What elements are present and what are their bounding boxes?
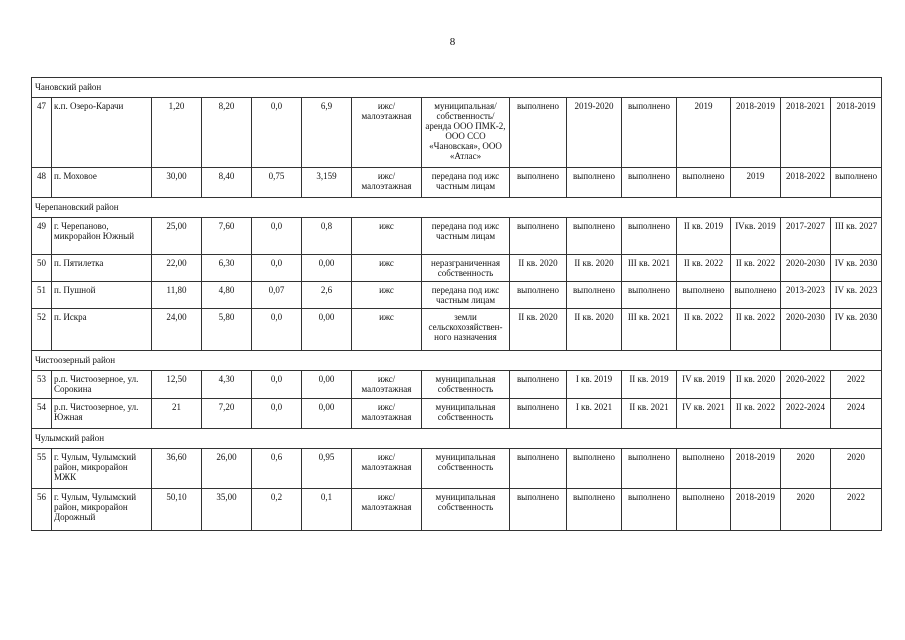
settlement-name: п. Пушной (52, 282, 152, 309)
table-cell: выполнено (510, 218, 567, 255)
row-number: 52 (32, 309, 52, 351)
table-cell: выполнено (567, 168, 622, 198)
table-cell: выполнено (677, 168, 731, 198)
region-row (32, 198, 882, 218)
region-title: Чановский район (32, 78, 882, 98)
settlement-name: п. Моховое (52, 168, 152, 198)
page-number: 8 (449, 36, 456, 48)
table-cell: 0,0 (252, 309, 302, 351)
table-cell: 6,30 (202, 255, 252, 282)
table-cell: 2017-2027 (781, 218, 831, 255)
table-cell: 0,75 (252, 168, 302, 198)
table-cell: 2020-2030 (781, 309, 831, 351)
row-number: 50 (32, 255, 52, 282)
row-number: 55 (32, 449, 52, 489)
table-cell: выполнено (831, 168, 882, 198)
table-row (32, 449, 882, 489)
settlement-name: г. Черепаново, микрорайон Южный (52, 218, 152, 255)
table-cell: выполнено (567, 282, 622, 309)
table-cell: II кв. 2020 (567, 309, 622, 351)
table-cell: выполнено (622, 98, 677, 168)
table-cell: муниципальная собственность (422, 371, 510, 399)
table-cell: IV кв. 2030 (831, 309, 882, 351)
table-cell: 0,0 (252, 255, 302, 282)
table-cell: IV кв. 2030 (831, 255, 882, 282)
region-row (32, 429, 882, 449)
table-cell: выполнено (510, 399, 567, 429)
table-cell: ижс (352, 255, 422, 282)
table-cell: 6,9 (302, 98, 352, 168)
table-row (32, 168, 882, 198)
table-cell: 1,20 (152, 98, 202, 168)
table-cell: 11,80 (152, 282, 202, 309)
table-row (32, 489, 882, 531)
table-cell: 0,07 (252, 282, 302, 309)
table-cell: IV кв. 2021 (677, 399, 731, 429)
table-cell: 0,0 (252, 218, 302, 255)
table-cell: IV кв. 2019 (677, 371, 731, 399)
table-cell: ижс (352, 309, 422, 351)
table-cell: 2019 (731, 168, 781, 198)
table-cell: 0,1 (302, 489, 352, 531)
table-cell: I кв. 2019 (567, 371, 622, 399)
table-cell: III кв. 2021 (622, 255, 677, 282)
table-cell: 24,00 (152, 309, 202, 351)
table-cell: ижс (352, 218, 422, 255)
table-cell: 0,00 (302, 371, 352, 399)
row-number: 53 (32, 371, 52, 399)
table-cell: 22,00 (152, 255, 202, 282)
table-cell: передана под ижс частным лицам (422, 282, 510, 309)
table-cell: II кв. 2020 (731, 371, 781, 399)
table-cell: 7,60 (202, 218, 252, 255)
region-title: Черепановский район (32, 198, 882, 218)
row-number: 56 (32, 489, 52, 531)
table-cell: ижс (352, 282, 422, 309)
settlement-name: п. Пятилетка (52, 255, 152, 282)
table-cell: земли сельскохозяйствен-ного назначения (422, 309, 510, 351)
table-row (32, 255, 882, 282)
settlement-name: п. Искра (52, 309, 152, 351)
table-cell: 2018-2019 (731, 449, 781, 489)
table-cell: 50,10 (152, 489, 202, 531)
row-number: 48 (32, 168, 52, 198)
table-cell: II кв. 2022 (677, 255, 731, 282)
row-number: 49 (32, 218, 52, 255)
table-cell: выполнено (622, 449, 677, 489)
region-title: Чулымский район (32, 429, 882, 449)
table-cell: 30,00 (152, 168, 202, 198)
table-cell: 2020 (781, 449, 831, 489)
table-cell: 7,20 (202, 399, 252, 429)
table-row (32, 371, 882, 399)
table-cell: ижс/ малоэтажная (352, 449, 422, 489)
table-cell: 2022 (831, 489, 882, 531)
table-cell: выполнено (567, 449, 622, 489)
table-cell: II кв. 2021 (622, 399, 677, 429)
settlement-name: р.п. Чистоозерное, ул. Сорокина (52, 371, 152, 399)
table-cell: 0,8 (302, 218, 352, 255)
table-cell: ижс/ малоэтажная (352, 168, 422, 198)
table-cell: 2019 (677, 98, 731, 168)
table-cell: 2020-2022 (781, 371, 831, 399)
region-title: Чистоозерный район (32, 351, 882, 371)
table-cell: передана под ижс частным лицам (422, 218, 510, 255)
table-cell: выполнено (510, 449, 567, 489)
table-cell: 0,00 (302, 309, 352, 351)
table-cell: I кв. 2021 (567, 399, 622, 429)
table-cell: III кв. 2027 (831, 218, 882, 255)
table-cell: ижс/ малоэтажная (352, 371, 422, 399)
table-cell: выполнено (622, 218, 677, 255)
table-row (32, 218, 882, 255)
table-cell: II кв. 2022 (731, 309, 781, 351)
table-cell: выполнено (567, 218, 622, 255)
table-cell: ижс/ малоэтажная (352, 489, 422, 531)
table-cell: 0,00 (302, 399, 352, 429)
table-cell: IVкв. 2019 (731, 218, 781, 255)
table-cell: 2013-2023 (781, 282, 831, 309)
table-cell: 0,0 (252, 371, 302, 399)
settlement-name: р.п. Чистоозерное, ул. Южная (52, 399, 152, 429)
table-cell: 0,00 (302, 255, 352, 282)
table-cell: II кв. 2022 (731, 255, 781, 282)
table-row (32, 399, 882, 429)
table-cell: 2022 (831, 371, 882, 399)
table-cell: II кв. 2022 (731, 399, 781, 429)
table-cell: 0,0 (252, 98, 302, 168)
table-cell: выполнено (677, 489, 731, 531)
table-cell: выполнено (510, 489, 567, 531)
table-cell: 2018-2022 (781, 168, 831, 198)
table-cell: 8,40 (202, 168, 252, 198)
region-row (32, 351, 882, 371)
table-cell: 2020 (781, 489, 831, 531)
table-cell: 2018-2019 (731, 98, 781, 168)
table-cell: II кв. 2019 (677, 218, 731, 255)
table-cell: 2022-2024 (781, 399, 831, 429)
table-cell: выполнено (622, 282, 677, 309)
settlement-name: г. Чулым, Чулымский район, микрорайон МЖК (52, 449, 152, 489)
row-number: 47 (32, 98, 52, 168)
table-row (32, 98, 882, 168)
table-cell: муниципальная собственность (422, 449, 510, 489)
table-row (32, 282, 882, 309)
table-cell: II кв. 2022 (677, 309, 731, 351)
table-cell: 2019-2020 (567, 98, 622, 168)
table-cell: 5,80 (202, 309, 252, 351)
table-cell: 36,60 (152, 449, 202, 489)
table-cell: муниципальная/ собственность/ аренда ООО ПМК-2, ООО ССО «Чановская», ООО «Атлас» (422, 98, 510, 168)
table-cell: ижс/ малоэтажная (352, 399, 422, 429)
table-cell: 0,2 (252, 489, 302, 531)
table-cell: II кв. 2020 (510, 309, 567, 351)
table-cell: ижс/ малоэтажная (352, 98, 422, 168)
table-cell: муниципальная собственность (422, 399, 510, 429)
table-cell: выполнено (510, 98, 567, 168)
table-cell: муниципальная собственность (422, 489, 510, 531)
table-cell: выполнено (622, 168, 677, 198)
table-cell: выполнено (567, 489, 622, 531)
table-row (32, 309, 882, 351)
table-cell: 25,00 (152, 218, 202, 255)
table-cell: 35,00 (202, 489, 252, 531)
table-cell: 2024 (831, 399, 882, 429)
table-cell: неразграниченная собственность (422, 255, 510, 282)
table-cell: 2018-2019 (731, 489, 781, 531)
table-cell: 2020-2030 (781, 255, 831, 282)
table-cell: 2020 (831, 449, 882, 489)
table-cell: 8,20 (202, 98, 252, 168)
table-cell: 2,6 (302, 282, 352, 309)
table-cell: 21 (152, 399, 202, 429)
table-cell: выполнено (510, 282, 567, 309)
table-cell: выполнено (622, 489, 677, 531)
settlement-name: г. Чулым, Чулымский район, микрорайон Дорожный (52, 489, 152, 531)
settlement-name: к.п. Озеро-Карачи (52, 98, 152, 168)
table-cell: передана под ижс частным лицам (422, 168, 510, 198)
table-cell: II кв. 2020 (567, 255, 622, 282)
row-number: 51 (32, 282, 52, 309)
table-cell: III кв. 2021 (622, 309, 677, 351)
table-cell: II кв. 2019 (622, 371, 677, 399)
table-cell: выполнено (731, 282, 781, 309)
table-cell: 12,50 (152, 371, 202, 399)
table-cell: 2018-2021 (781, 98, 831, 168)
table-cell: IV кв. 2023 (831, 282, 882, 309)
table-cell: 4,80 (202, 282, 252, 309)
table-cell: 0,0 (252, 399, 302, 429)
table-cell: выполнено (510, 371, 567, 399)
table-cell: 4,30 (202, 371, 252, 399)
table-cell: выполнено (677, 282, 731, 309)
table-cell: 26,00 (202, 449, 252, 489)
row-number: 54 (32, 399, 52, 429)
table-cell: 0,6 (252, 449, 302, 489)
region-row (32, 78, 882, 98)
land-plots-table (31, 77, 882, 531)
table-cell: выполнено (677, 449, 731, 489)
table-cell: 2018-2019 (831, 98, 882, 168)
table-cell: II кв. 2020 (510, 255, 567, 282)
table-cell: 0,95 (302, 449, 352, 489)
table-cell: 3,159 (302, 168, 352, 198)
table-cell: выполнено (510, 168, 567, 198)
